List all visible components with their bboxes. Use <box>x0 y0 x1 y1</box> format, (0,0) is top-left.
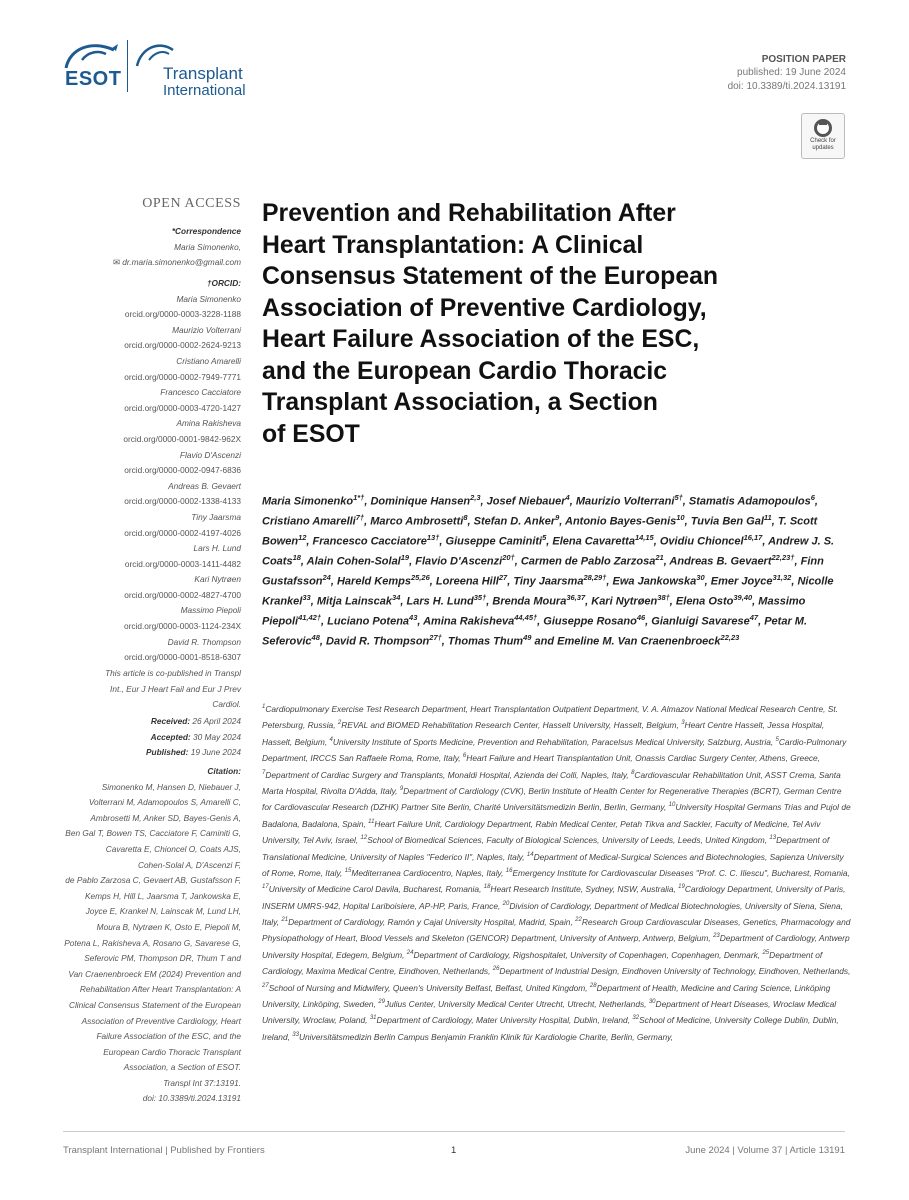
affil-number: 32 <box>632 1015 640 1022</box>
author-affil-sup: 27† <box>429 633 442 643</box>
author-name[interactable]: Francesco Cacciatore <box>312 535 427 548</box>
transplant-international-logo <box>135 38 275 99</box>
affil-number: 20 <box>502 900 510 907</box>
author-affil-sup: 25,26 <box>410 573 430 583</box>
author-affil-sup: 43 <box>409 613 418 623</box>
citation-line: Kemps H, Hill L, Jaarsma T, Jankowska E, <box>84 890 241 901</box>
email-icon: ✉ <box>112 257 123 268</box>
affil-number: 7 <box>262 769 266 776</box>
author-name[interactable]: David R. Thompson <box>326 636 430 649</box>
affil-text: School of Nursing and Midwifery, Queen's University Belfast, Belfast, United Kingdom, <box>268 982 590 993</box>
citation-text <box>64 780 241 1107</box>
author-name[interactable]: Tuvia Ben Gal <box>690 515 764 528</box>
author-affil-sup: 36,37 <box>566 593 586 603</box>
ti-logo-line2: International <box>163 82 246 99</box>
author-name[interactable]: Cristiano Amarelli <box>262 515 356 528</box>
affil-number: 16 <box>505 867 513 874</box>
affil-text: Julius Center, University Medical Center Utrecht, Utrecht, Netherlands, <box>384 998 649 1009</box>
check-updates-icon <box>812 117 834 139</box>
author-affil-sup: 27 <box>498 573 508 583</box>
affil-number: 17 <box>262 884 269 891</box>
article-title <box>262 198 822 450</box>
affil-text: Research Group Cardiovascular Diseases, Genetics, Pharmacology and Physiopathology of Heart, Blood Vessels and Skeleton (GENCOR) Department, University of Antwerp, Antwerp, Belgium, <box>262 916 851 944</box>
open-access-label: OPEN ACCESS <box>142 196 241 211</box>
author-name[interactable]: Elena Cavaretta <box>552 535 635 548</box>
affil-number: 1 <box>262 704 266 710</box>
author-affil-sup: 5 <box>542 533 547 543</box>
author-affil-sup: 6 <box>810 493 815 502</box>
author-affil-sup: 22,23 <box>720 633 740 643</box>
citation-line: Transpl Int 37:13191. <box>163 1077 241 1088</box>
copublished-line: This article is co-published in Transpl <box>105 668 241 678</box>
author-name[interactable]: Stamatis Adamopoulos <box>688 495 811 508</box>
citation-line: Potena L, Rakisheva A, Rosano G, Savarese G, <box>64 937 241 948</box>
author-name[interactable]: Emeline M. Van Craenenbroeck <box>557 636 721 649</box>
affil-number: 15 <box>344 867 352 874</box>
author-name[interactable]: Emer Joyce <box>710 575 773 588</box>
author-affil-sup: 7† <box>355 513 365 523</box>
author-name[interactable]: Dominique Hansen <box>370 495 471 508</box>
affil-text: Department of Translational Medicine, University of Naples "Federico II", Naples, Italy, <box>262 834 830 862</box>
author-affil-sup: 33 <box>302 593 311 603</box>
title-line: Heart Transplantation: A Clinical <box>262 231 644 259</box>
citation-line: Ambrosetti M, Anker SD, Bayes-Genis A, <box>90 812 241 823</box>
title-line: and the European Cardio Thoracic <box>262 357 668 385</box>
author-name[interactable]: Maurizio Volterrani <box>575 495 675 508</box>
author-affil-sup: 8 <box>463 513 468 523</box>
affil-number: 6 <box>462 753 467 760</box>
title-line: of ESOT <box>262 420 360 448</box>
affil-text: Department of Heart Diseases, Wroclaw Medical University, Wroclaw, Poland, <box>262 998 837 1026</box>
published-label: Published: <box>145 747 189 758</box>
author-affil-sup: 19 <box>400 553 410 563</box>
author-name[interactable]: Finn Gustafsson <box>262 555 824 588</box>
affil-text: University of Medicine Carol Davila, Bucharest, Romania, <box>268 884 484 895</box>
affil-text: Heart Failure and Heart Transplantation Unit, Onassis Cardiac Surgery Center, Athens, Greece, <box>466 752 821 763</box>
affil-text: Cardiopulmonary Exercise Test Research Department, Heart Transplantation Outpatient Department, V. A. Almazov National Medical Research Centre, St. Petersburg, Russia, <box>262 703 839 731</box>
orcid-link[interactable]: orcid.org/0000-0002-2624-9213 <box>124 340 241 351</box>
orcid-name: Cristiano Amarelli <box>176 355 241 366</box>
correspondence-name: Maria Simonenko, <box>174 241 241 252</box>
author-name[interactable]: Josef Niebauer <box>486 495 566 508</box>
author-name[interactable]: Mitja Lainscak <box>316 595 393 608</box>
title-line: Heart Failure Association of the ESC, <box>262 326 700 353</box>
affil-number: 33 <box>292 1031 299 1038</box>
title-line: Association of Preventive Cardiology, <box>262 294 707 322</box>
author-name[interactable]: Carmen de Pablo Zarzosa <box>520 555 656 568</box>
citation-line: Association, a Section of ESOT. <box>123 1062 241 1073</box>
author-affil-sup: 30 <box>696 573 705 583</box>
author-affil-sup: 48 <box>311 633 320 643</box>
orcid-link[interactable]: orcid.org/0000-0002-7949-7771 <box>124 371 241 382</box>
author-name[interactable]: Brenda Moura <box>492 595 567 608</box>
author-affil-sup: 44,45† <box>514 613 538 623</box>
citation-line: Rehabilitation After Heart Transplantation: A <box>79 984 241 995</box>
affil-text: School of Medicine, University College Dublin, Dublin, Ireland, <box>262 1015 839 1042</box>
accepted-date: 30 May 2024 <box>193 731 241 742</box>
orcid-name: Amina Rakisheva <box>176 418 241 429</box>
citation-line: Volterrani M, Adamopoulos S, Amarelli C, <box>88 797 241 808</box>
affil-number: 24 <box>406 949 414 956</box>
author-affil-sup: 47 <box>749 613 759 623</box>
affil-number: 22 <box>575 917 582 924</box>
published-date-side: 19 June 2024 <box>190 747 241 758</box>
author-affil-sup: 34 <box>392 593 401 603</box>
author-affil-sup: 24 <box>322 573 331 583</box>
affil-number: 28 <box>589 982 597 989</box>
affil-number: 10 <box>668 802 676 809</box>
orcid-block <box>123 276 241 666</box>
doi-link[interactable]: doi: 10.3389/ti.2024.13191 <box>727 81 846 92</box>
citation-line: European Cardio Thoracic Transplant <box>103 1046 241 1057</box>
affil-number: 25 <box>762 949 770 956</box>
affil-text: Department of Cardiology, Antwerp University Hospital, Edegem, Belgium, <box>262 933 850 960</box>
affil-text: Cardiology Department, University of Paris, INSERM UMRS-942, Hopital Lariboisiere, AP-HP, Paris, France, <box>262 884 846 911</box>
orcid-label: †ORCID: <box>206 278 241 288</box>
affil-text: Heart Research Institute, Sydney, NSW, Australia, <box>490 884 679 895</box>
author-name[interactable]: Gianluigi Savarese <box>651 616 750 629</box>
affil-number: 18 <box>483 884 491 891</box>
affil-text: Universitätsmedizin Berlin Campus Benjamin Franklin Klinik für Kardiologie Charite, Berlin, Germany, <box>298 1031 674 1042</box>
author-affil-sup: 28,29† <box>583 573 607 583</box>
page-number: 1 <box>451 1145 457 1156</box>
author-name[interactable]: Lars H. Lund <box>406 595 474 608</box>
received-row <box>146 714 241 730</box>
orcid-link[interactable]: orcid.org/0000-0002-4197-4026 <box>124 527 241 538</box>
author-name[interactable]: Antonio Bayes-Genis <box>565 515 677 528</box>
affil-number: 13 <box>769 835 777 842</box>
affil-number: 12 <box>360 835 368 842</box>
affil-text: Division of Cardiology, Department of Medical Biotechnologies, University of Siena, Siena, Italy, <box>262 900 843 927</box>
affil-number: 30 <box>648 999 656 1006</box>
esot-logo-text: ESOT <box>65 68 122 90</box>
affil-text: Department of Cardiology, Ramón y Cajal University Hospital, Madrid, Spain, <box>288 916 576 927</box>
author-name[interactable]: Giuseppe Caminiti <box>445 535 543 548</box>
orcid-name: Andreas B. Gevaert <box>168 480 241 491</box>
author-affil-sup: 5† <box>674 493 683 502</box>
ti-logo-line1: Transplant <box>163 64 243 83</box>
citation-label: Citation: <box>207 766 241 776</box>
author-affil-sup: 41,42† <box>298 613 322 623</box>
author-name[interactable]: Petar M. Seferovic <box>262 616 807 649</box>
affil-text: Cardiovascular Rehabilitation Unit, ASST Crema, Santa Marta Hospital, Rivolta D'Adda, Italy, <box>262 769 841 796</box>
footer-rule <box>63 1131 845 1132</box>
author-affil-sup: 2,3 <box>470 493 481 502</box>
author-name[interactable]: Nicolle Krankel <box>262 575 834 608</box>
citation-line: Cohen-Solal A, D'Ascenzi F, <box>137 859 241 870</box>
author-name[interactable]: Andreas B. Gevaert <box>669 555 772 568</box>
orcid-link[interactable]: orcid.org/0000-0003-1124-234X <box>123 621 241 632</box>
affil-text: Department of Health, Medicine and Caring Science, Linköping University, Linköping, Sweden, <box>262 982 831 1009</box>
author-name[interactable]: Marco Ambrosetti <box>370 515 464 528</box>
orcid-link[interactable]: orcid.org/0000-0002-0947-6836 <box>124 465 241 476</box>
affil-text: University Institute of Sports Medicine, Prevention and Rehabilitation, Paracelsus Medical University, Salzburg, Austria, <box>332 736 776 747</box>
orcid-name: David R. Thompson <box>167 636 241 647</box>
author-affil-sup: 16,17 <box>743 533 763 543</box>
affil-text: School of Biomedical Sciences, Faculty of Biological Sciences, University of Leeds, Leeds, United Kingdom, <box>367 834 770 845</box>
published-date: published: 19 June 2024 <box>737 67 846 78</box>
affil-number: 14 <box>526 851 534 858</box>
affil-number: 5 <box>775 736 779 743</box>
author-affil-sup: 10 <box>676 513 685 523</box>
footer-issue: June 2024 | Volume 37 | Article 13191 <box>685 1145 845 1156</box>
esot-logo <box>62 38 122 96</box>
affil-text: Department of Cardiology (CVK), Berlin Institute of Health Center for Regenerative Therapies (BCRT), German Centre for Cardiovascular Research (DZHK) Partner Site Berlin, Charité Universitätsmedizin Berlin, Berlin, Germany, <box>262 785 842 813</box>
affil-text: University Hospital Germans Trias and Pujol de Badalona, Badalona, Spain, <box>262 802 851 829</box>
author-affil-sup: 1*† <box>353 493 365 502</box>
esot-logo-mark <box>62 38 122 72</box>
author-name[interactable]: Andrew J. S. Coats <box>262 535 835 568</box>
author-name[interactable]: Massimo Piepoli <box>262 595 806 629</box>
citation-line: doi: 10.3389/ti.2024.13191 <box>142 1093 241 1104</box>
orcid-link[interactable]: orcid.org/0000-0002-1338-4133 <box>124 496 241 507</box>
orcid-link[interactable]: orcid.org/0000-0003-3228-1188 <box>124 309 241 320</box>
citation-line: Ben Gal T, Bowen TS, Cacciatore F, Caminiti G, <box>65 828 241 839</box>
author-affil-sup: 20† <box>502 553 515 563</box>
orcid-name: Kari Nytrøen <box>194 574 241 585</box>
orcid-name: Maria Simonenko <box>176 293 241 304</box>
affil-text: Mediterranea Cardiocentro, Naples, Italy, <box>351 867 506 878</box>
affil-number: 23 <box>713 933 720 940</box>
affil-text: REVAL and BIOMED Rehabilitation Research Center, Hasselt University, Hasselt, Belgium, <box>341 720 682 731</box>
author-name[interactable]: Elena Osto <box>675 595 734 608</box>
author-name[interactable]: Amina Rakisheva <box>423 616 515 629</box>
correspondence-label: *Correspondence <box>171 226 241 236</box>
citation-line: Association of Preventive Cardiology, Heart <box>81 1015 241 1026</box>
orcid-name: Massimo Piepoli <box>180 605 241 616</box>
author-affil-sup: 46 <box>636 613 646 623</box>
affil-text: Heart Centre Hasselt, Jessa Hospital, Hasselt, Belgium, <box>262 720 825 747</box>
affil-number: 27 <box>262 982 269 989</box>
author-name[interactable]: Maria Simonenko <box>262 495 354 508</box>
affil-number: 21 <box>281 917 289 924</box>
footer-journal: Transplant International | Published by Frontiers <box>63 1145 265 1156</box>
affil-text: Emergency Institute for Cardiovascular Diseases "Prof. C. C. Iliescu", Bucharest, Romania, <box>512 867 850 878</box>
citation-line: Failure Association of the ESC, and the <box>96 1031 241 1042</box>
author-list: Maria Simonenko$^{1*\dagger}$, Dominique Hansen$^{2,3}$, Josef Niebauer$^4$, Maurizio Volterrani$^{5\dagger}$, Stamatis Adamopoulos$^6$, Cristiano Amarelli$^{7\dagger}$, Marco Ambrosetti$^8$, Stefan D. Anker$^9$, Antonio Bayes-Genis$^{10}$, Tuvia Ben Gal$^{11}$, T. Scott Bowen$^{12}$, Francesco Cacciatore$^{13\dagger}$, Giuseppe Caminiti$^5$, Elena Cavaretta$^{14,15}$, Ovidiu Chioncel$^{16,17}$, Andrew J. S. Coats$^{18}$, Alain Cohen-Solal$^{19}$, Flavio D'Ascenzi$^{20\dagger}$, Carmen de Pablo Zarzosa$^{21}$, Andreas B. Gevaert$^{22,23\dagger}$, Finn Gustafsson$^{24}$, Hareld Kemps$^{25,26}$, Loreena Hill$^{27}$, Tiny Jaarsma$^{28,29\dagger}$, Ewa Jankowska$^{30}$, Emer Joyce$^{31,32}$, Nicolle Krankel$^{33}$, Mitja Lainscak$^{34}$, Lars H. Lund$^{35\dagger}$, Brenda Moura$^{36,37}$, Kari Nytrøen$^{38\dagger}$, Elena Osto$^{39,40}$, Massimo Piepoli$^{41,42\dagger}$, Luciano Potena$^{43}$, Amina Rakisheva$^{44,45\dagger}$, Giuseppe Rosano$^{46}$, Gianluigi Savarese$^{47}$, Petar M. Seferovic$^{48}$, David R. Thompson$^{27\dagger}$, Thomas Thum$^{49}$ and Emeline M. Van Craenenbroeck$^{22,23}$ <box>262 493 835 649</box>
orcid-link[interactable]: orcid.org/0000-0003-4720-1427 <box>124 402 241 413</box>
orcid-link[interactable]: orcid.org/0000-0001-9842-962X <box>123 433 241 444</box>
affil-number: 19 <box>678 884 685 891</box>
author-name[interactable]: Luciano Potena <box>327 616 410 629</box>
affil-text: Department of Cardiology, Mater University Hospital, Dublin, Ireland, <box>376 1015 633 1026</box>
author-affil-sup: 9 <box>555 513 560 523</box>
author-affil-sup: 35† <box>473 593 487 603</box>
orcid-name: Flavio D'Ascenzi <box>179 449 241 460</box>
author-name[interactable]: Alain Cohen-Solal <box>306 555 401 568</box>
paper-type: POSITION PAPER <box>761 54 846 65</box>
affil-text: Heart Failure Unit, Cardiology Department, Rabin Medical Center, Petah Tikva and Sackler, Faculty of Medicine, Tel Aviv University, Tel Aviv, Israel, <box>262 818 821 845</box>
author-name[interactable]: Flavio D'Ascenzi <box>415 555 503 568</box>
orcid-name: Lars H. Lund <box>193 543 241 554</box>
check-for-updates-button[interactable] <box>801 113 845 159</box>
orcid-name: Tiny Jaarsma <box>191 511 241 522</box>
affil-number: 26 <box>492 966 500 973</box>
received-label: Received: <box>150 716 191 726</box>
author-affil-sup: 4 <box>565 493 570 502</box>
affil-text: Department of Cardiac Surgery and Transplants, Monaldi Hospital, Azienda dei Colli, Naples, Italy, <box>265 769 632 780</box>
author-name[interactable]: Stefan D. Anker <box>473 515 556 528</box>
author-name[interactable]: Ewa Jankowska <box>612 575 697 588</box>
accepted-label: Accepted: <box>150 731 191 742</box>
affil-number: 2 <box>337 720 342 727</box>
author-affil-sup: 13† <box>426 533 440 543</box>
orcid-link[interactable]: orcid.org/0000-0002-4827-4700 <box>124 589 241 600</box>
dates-block <box>146 714 241 761</box>
author-affil-sup: 39,40 <box>733 593 753 603</box>
affil-text: Department of Cardiology, Rigshospitalet, University of Copenhagen, Copenhagen, Denmark, <box>413 949 763 960</box>
affil-number: 4 <box>329 736 333 743</box>
copublished-line: Cardiol. <box>212 699 241 710</box>
citation-line: Van Craenenbroeck EM (2024) Prevention and <box>68 968 241 979</box>
citation-line: Moura B, Nytrøen K, Osto E, Piepoli M, <box>96 921 241 932</box>
affil-number: 3 <box>681 720 685 727</box>
correspondence-email-row <box>113 255 241 271</box>
title-line: Transplant Association, a Section <box>262 389 658 416</box>
author-affil-sup: 49 <box>523 633 532 643</box>
affil-number: 8 <box>631 769 635 776</box>
received-date: 26 April 2024 <box>192 716 241 726</box>
logo-divider <box>127 40 128 92</box>
author-name[interactable]: Loreena Hill <box>435 575 499 588</box>
author-name[interactable]: Kari Nytrøen <box>591 595 658 608</box>
affil-number: 29 <box>378 999 385 1006</box>
citation-block <box>64 764 241 1107</box>
author-affil-sup: 31,32 <box>772 573 792 583</box>
orcid-list <box>123 292 241 666</box>
author-affil-sup: 21 <box>655 553 664 563</box>
title-line: Consensus Statement of the European <box>262 263 719 290</box>
author-affil-sup: 22,23† <box>771 553 795 563</box>
author-name[interactable]: Giuseppe Rosano <box>543 616 637 629</box>
citation-line: Simonenko M, Hansen D, Niebauer J, <box>101 781 241 792</box>
copublished-line: Int., Eur J Heart Fail and Eur J Prev <box>110 683 241 694</box>
author-name[interactable]: Hareld Kemps <box>336 575 411 588</box>
affil-number: 31 <box>369 1015 377 1022</box>
author-name[interactable]: Tiny Jaarsma <box>513 575 584 588</box>
accepted-row <box>146 730 241 746</box>
correspondence-email[interactable]: dr.maria.simonenko@gmail.com <box>122 257 241 268</box>
citation-line: de Pablo Zarzosa C, Gevaert AB, Gustafsson F, <box>65 875 241 886</box>
affil-text: Department of Industrial Design, Eindhoven University of Technology, Eindhoven, Netherlands, <box>499 966 851 977</box>
author-affil-sup: 38† <box>657 593 670 603</box>
correspondence-block <box>113 224 241 271</box>
citation-line: Cavaretta E, Chioncel O, Coats AJS, <box>105 843 241 854</box>
citation-line: Clinical Consensus Statement of the European <box>68 999 241 1010</box>
check-updates-label: Check for updates <box>810 138 836 151</box>
citation-line: Seferovic PM, Thompson DR, Thum T and <box>84 953 241 964</box>
affil-text: Cardio-Pulmonary Department, IRCCS San Raffaele Roma, Rome, Italy, <box>262 736 847 763</box>
author-name[interactable]: T. Scott Bowen <box>262 515 818 548</box>
affil-number: 9 <box>399 785 404 792</box>
author-name[interactable]: Thomas Thum <box>447 636 524 649</box>
orcid-link[interactable]: orcid.org/0000-0001-8518-6307 <box>124 652 241 663</box>
orcid-link[interactable]: orcid.org/0000-0003-1411-4482 <box>124 558 241 569</box>
orcid-name: Maurizio Volterrani <box>172 324 241 335</box>
author-name[interactable]: Ovidiu Chioncel <box>659 535 744 548</box>
affil-text: Department of Medical-Surgical Sciences and Biotechnologies, Sapienza University of Rome, Rome, Italy, <box>262 851 844 878</box>
affil-text: Department of Cardiology, Maxima Medical Centre, Eindhoven, Netherlands, <box>262 949 823 977</box>
author-affil-sup: 11 <box>763 513 772 523</box>
citation-line: Joyce E, Krankel N, Lainscak M, Lund LH, <box>85 906 241 917</box>
orcid-name: Francesco Cacciatore <box>160 387 241 398</box>
title-line: Prevention and Rehabilitation After <box>262 200 676 227</box>
copublished-note <box>105 666 241 713</box>
affiliations <box>262 700 852 1044</box>
author-affil-sup: 12 <box>298 533 307 543</box>
author-affil-sup: 14,15 <box>634 533 654 543</box>
published-row <box>146 745 241 761</box>
affil-number: 11 <box>368 818 375 825</box>
author-affil-sup: 18 <box>292 553 301 563</box>
